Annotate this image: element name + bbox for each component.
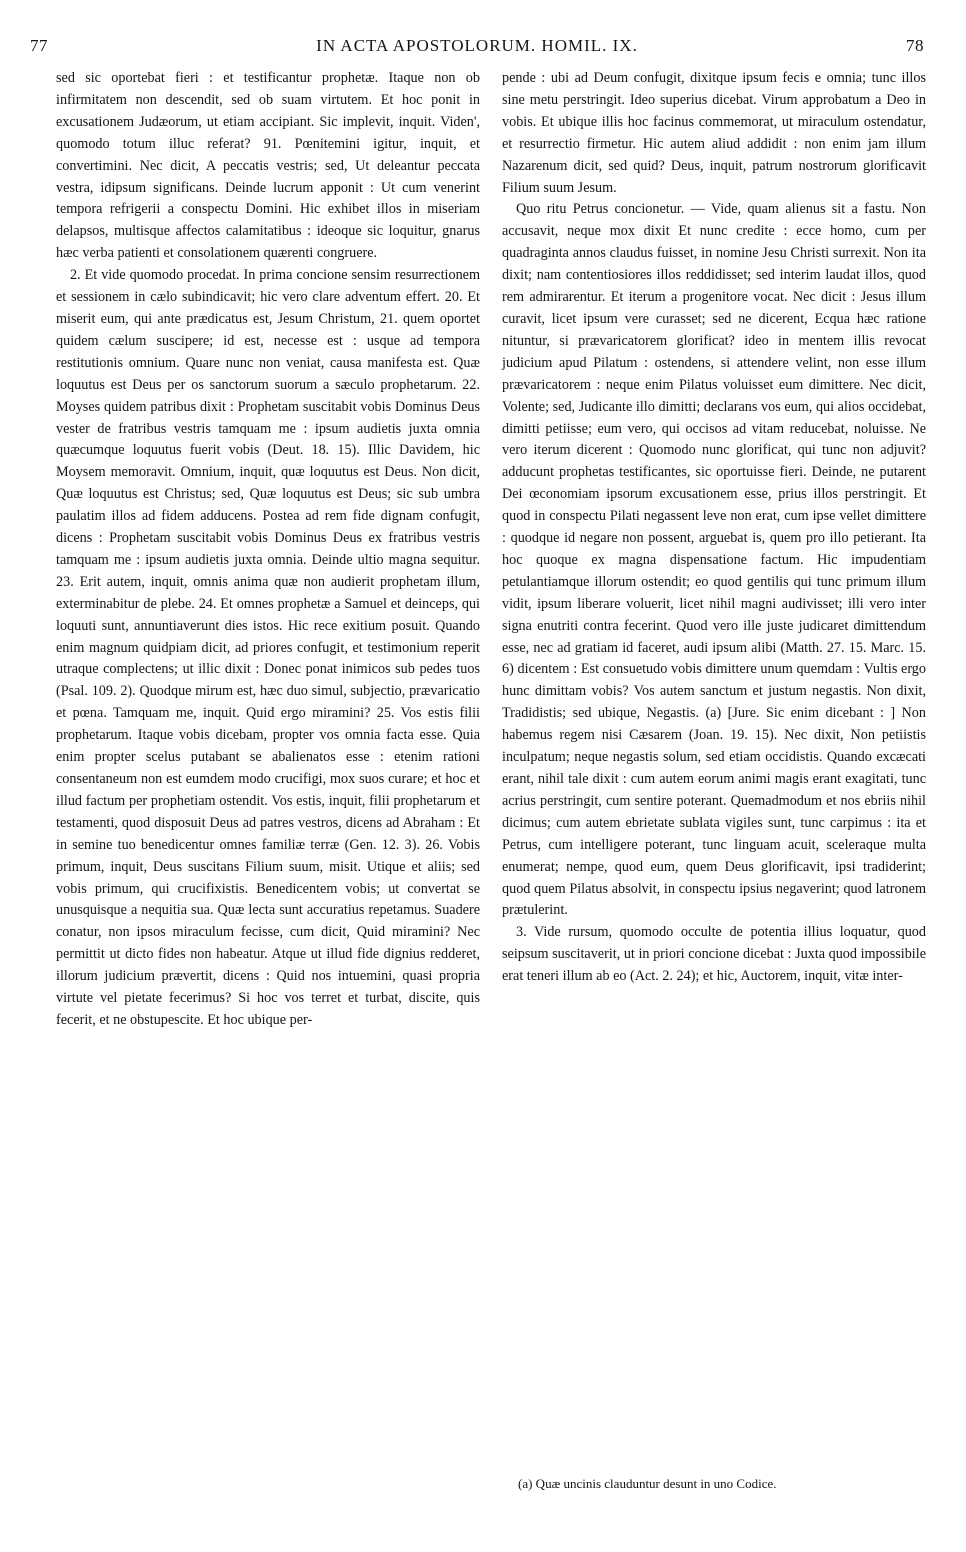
left-column bbox=[56, 68, 480, 1032]
footnote: (a) Quæ uncinis clauduntur desunt in uno Codice. bbox=[518, 1476, 777, 1491]
right-paragraph-3: 3. Vide rursum, quomodo occulte de potentia illius loquatur, quod seipsum suscitaverit, ut in priori concione dicebat : Juxta quod impossibile erat teneri illum ab eo (Act. 2. 24); et hic, Auctorem, inquit, vitæ inter- bbox=[502, 924, 926, 985]
right-column bbox=[502, 68, 926, 988]
page-number-left: 77 bbox=[30, 36, 48, 55]
running-header bbox=[30, 36, 924, 58]
left-paragraph-1: sed sic oportebat fieri : et testificantur prophetæ. Itaque non ob infirmitatem non descendit, sed ob suam virtutem. Et hoc ponit in excusationem Judæorum, ut etiam accipiant. Sic implevit, inquit. Viden', quomodo totum illuc referat? 91. Pœnitemini igitur, inquit, et convertimini. Nec dicit, A peccatis vestris; sed, Ut deleantur peccata vestra, idipsum significans. Deinde lucrum apponit : Ut cum venerint tempora refrigerii a conspectu Domini. Hic exhibet illos in miseriam delapsos, multisque affectos calamitatibus : ideoque sic loquitur, gnarus hæc verba patienti et consolationem quærenti congruere. bbox=[56, 70, 480, 262]
right-paragraph-1: pende : ubi ad Deum confugit, dixitque ipsum fecis e omnia; tunc illos sine metu perstringit. Ideo superius dicebat. Virum approbatum a Deo in vobis. Et ubique illis hoc facinus commemorat, ut miraculum ostendatur, et resurrectio firmetur. Hic autem aliud addidit : non enim jam illum Nazarenum dicit, sed quid? Deus, inquit, patrum nostrorum glorificavit Filium suum Jesum. bbox=[502, 70, 926, 196]
right-paragraph-2: Quo ritu Petrus concionetur. — Vide, quam alienus sit a fastu. Non accusavit, neque mox dixit Et nunc credite : ecce homo, cum per quadraginta annos claudus fuisset, in nomine Jesu Christi surrexit. Non ita dixit; nam contentiosiores illos reddidisset; sed interim laudat illos, quod rem admirarentur. Et iterum a progenitore vocat. Nec dicit : Jesus illum curavit, licet ipsum vere curasset; sed ne dicerent, Ecqua hæc ratione nituntur, si prævaricatorem glorificat? ideo in mentem illis revocat judicium apud Pilatum : ostendens, si attendere velint, non esse illum prævaricatorem : neque enim Pilatus voluisset eum dimittere. Nec dicit, Volente; sed, Judicante illo dimitti; declarans vos eum, qui alios occidebat, dimitti petiisse; eum vero, qui occisos ad vitam reducebat, noluisse. Ne vero iterum dicerent : Quomodo nunc glorificat, qui tunc non adjuvit? adducunt prophetas testificantes, sic oportuisse fieri. Deinde, ne putarent Dei œconomiam ipsorum excusationem esse, prius illos perstringit. Et quod in conspectu Pilati negassent leve non erat, cum ipse vellet dimittere : quodque id negare non possent, arguebat is, quem pro illo petierant. Ita hoc quoque ex magna dispensatione factum. Hic impudentiam petulantiamque illorum ostendit; eo quod gentilis qui tunc primum illum vidit, ipsum liberare voluerit, licet nihil magni audivisset; illi vero inter signa enutriti contra fecerint. Quod vero ille juste judicaret dimittendum esse, nec ad gratiam id faceret, audi ipsum alibi (Matth. 27. 15. Marc. 15. 6) dicentem : Est consuetudo vobis dimittere unum quemdam : Vultis ergo hunc dimittam vobis? Vos autem sanctum et justum negastis. Non dixit, Tradidistis; sed ubique, Negastis. (a) [Jure. Sic enim dicebant : ] Non habemus regem nisi Cæsarem (Joan. 19. 15). Nec dixit, Non petiistis inculpatum; neque negastis solum, sed etiam occidistis. Quando excæcati erant, nihil tale dixit : cum autem eorum animi magis erant exagitati, tunc acrius perstringit, cum sentire poterant. Quemadmodum et nos ebriis nihil dicimus; cum autem ebrietate sublata vigiles sunt, tunc carpimus : ita et Petrus, cum intelligere poterant, tunc linguam acuit, sceleraque multa enumerat; nempe, quod eum, quem Deus glorificavit, ipsi tradiderint; quod quem Pilatus absolvit, in conspectu ipsius negaverint; quod latronem prætulerint. bbox=[502, 201, 926, 919]
running-title: IN ACTA APOSTOLORUM. HOMIL. IX. bbox=[316, 36, 638, 55]
page-number-right: 78 bbox=[906, 36, 924, 55]
left-paragraph-2: 2. Et vide quomodo procedat. In prima concione sensim resurrectionem et sessionem in cælo subindicavit; hic vero clare adventum effert. 20. Et miserit eum, qui ante prædicatus est, Jesum Christum, 21. quem oportet quidem cælum suscipere; id est, necesse est : usque ad tempora restitutionis omnium. Quare nunc non veniat, causa manifesta est. Quæ loquutus est Deus per os sanctorum suorum a sæculo prophetarum. 22. Moyses quidem patribus dixit : Prophetam suscitabit vobis Dominus Deus vester de fratribus vestris tamquam me : ipsum audietis juxta omnia quæcumque loquutus fuerit vobis (Deut. 18. 15). Illic Davidem, hic Moysem memoravit. Omnium, inquit, quæ loquutus est Deus. Non dicit, Quæ loquutus est Christus; sed, Quæ loquutus est Deus; sic sub umbra paulatim illos ad fidem adducens. Postea ad rem fide dignam confugit, dicens : Prophetam suscitabit vobis Dominus Deus ex fratribus vestris tamquam me : ipsum audietis juxta omnia. Deinde ultio magna sequitur. 23. Erit autem, inquit, omnis anima quæ non audierit prophetam illum, exterminabitur de plebe. 24. Et omnes prophetæ a Samuel et deinceps, qui loquuti sunt, annuntiaverunt dies istos. Hic rece exitium posuit. Quando enim magnum quidpiam dicit, ad priores confugit, et testimonium reperit utraque complectens; ut illic dixit : Donec ponat inimicos sub pedes tuos (Psal. 109. 2). Quodque mirum est, hæc duo simul, subjectio, prævaricatio et pœna. Tamquam me, inquit. Quid ergo miramini? 25. Vos estis filii prophetarum. Itaque vobis dicebam, propter vos omnia facta esse. Quia enim propter scelus putabant se abalienatos esse : etenim rationi consentaneum non est eumdem modo crucifigi, mox suos curare; et hoc et illud factum per prophetiam ostendit. Vos estis, inquit, filii prophetarum et testamenti, quod disposuit Deus ad patres vestros, dicens ad Abraham : Et in semine tuo benedicentur omnes familiæ terræ (Gen. 12. 3). 26. Vobis primum, inquit, Deus suscitans Filium suum, misit. Utique et aliis; sed vobis primum, qui crucifixistis. Benedicentem vobis; ut convertat se unusquisque a nequitia sua. Quæ lecta sunt accuratius repetamus. Suadere conatur, non ipsos miraculum fecisse, cum dicit, Quid miramini? Nec permittit ut dicto fides non habeatur. Atque ut illud fide dignius redderet, illorum judicium prævertit, dicens : Quid nos intuemini, quasi propria virtute vel pietate fecerimus? Si hoc vos terret et turbat, discite, quis fecerit, et ne obstupescite. Et hoc ubique per- bbox=[56, 267, 480, 1028]
